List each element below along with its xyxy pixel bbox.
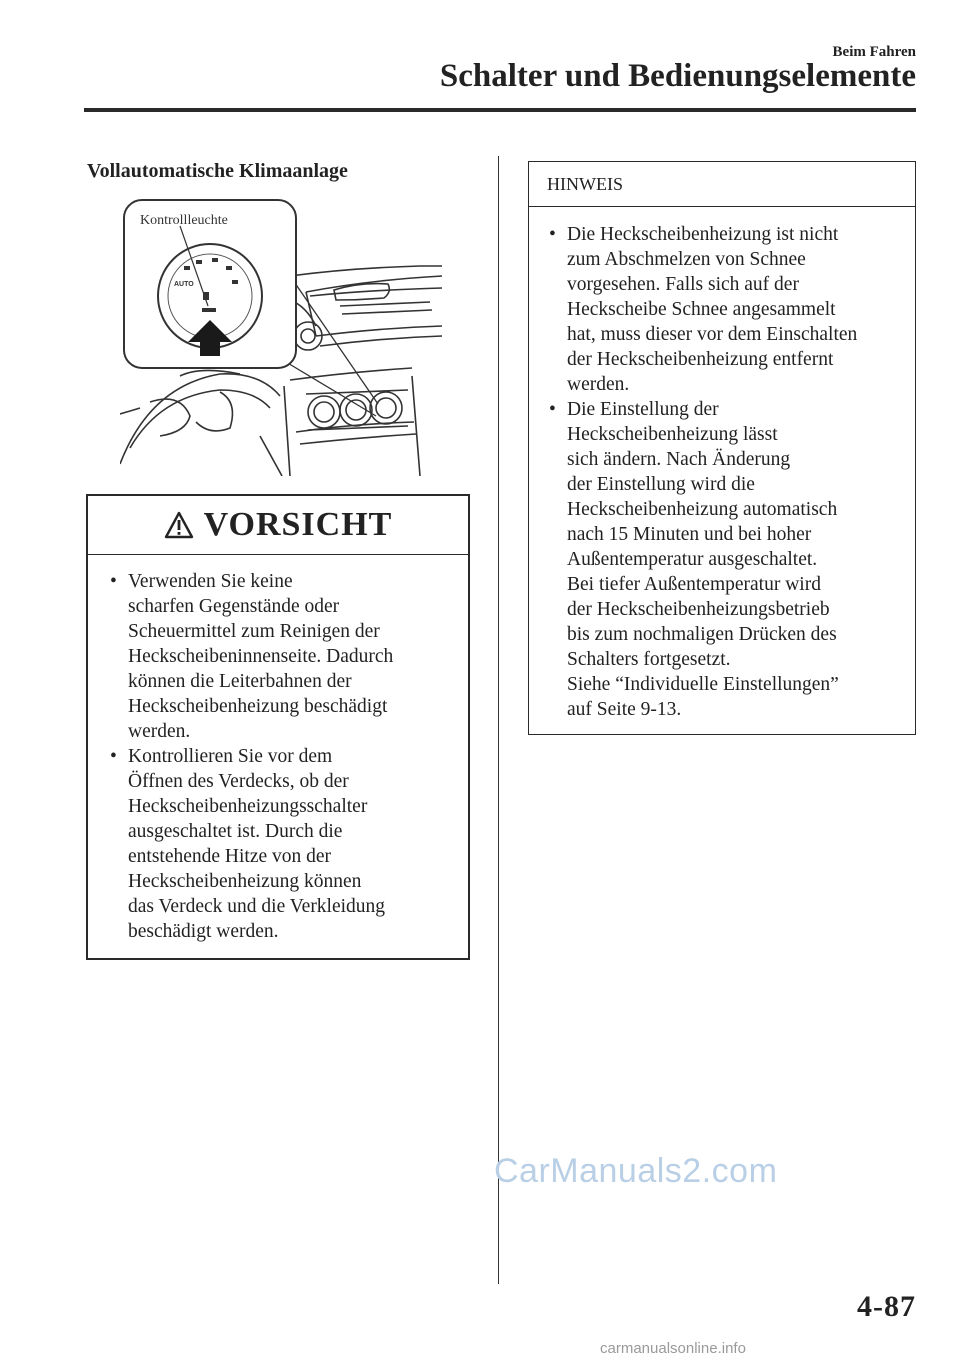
page-number: 4-87 <box>857 1290 916 1323</box>
section-heading: Vollautomatische Klimaanlage <box>87 160 348 182</box>
column-divider <box>498 156 499 1284</box>
footer-watermark: carmanualsonline.info <box>600 1340 746 1357</box>
header-section-label: Beim Fahren <box>832 44 916 60</box>
caution-box <box>86 494 470 960</box>
warning-triangle-icon <box>164 511 194 539</box>
callout-label: Kontrollleuchte <box>140 213 228 228</box>
list-item: • Verwenden Sie keine scharfen Gegenstände oder Scheuermittel zum Reinigen der Heckscheibeninnenseite. Dadurch können die Leiterbahnen der Heckscheibenheizung beschädigt werden. <box>110 571 394 742</box>
watermark-logo: CarManuals2.com <box>494 1152 778 1190</box>
list-item: • Kontrollieren Sie vor dem Öffnen des Verdecks, ob der Heckscheibenheizungsschalter ausgeschaltet ist. Durch die entstehende Hitze von der Heckscheibenheizung können das Verdeck und die Verkleidung beschädigt werden. <box>110 746 386 942</box>
list-item: • Die Heckscheibenheizung ist nicht zum Abschmelzen von Schnee vorgesehen. Falls sich auf der Heckscheibe Schnee angesammelt hat, muss dieser vor dem Einschalten der Heckscheibenheizung entfernt werden. <box>549 224 858 395</box>
note-title: HINWEIS <box>529 162 915 207</box>
note-box <box>528 161 916 735</box>
page-title: Schalter und Bedienungselemente <box>439 58 916 94</box>
caution-header <box>88 496 468 555</box>
note-list <box>529 207 915 722</box>
header-rule <box>84 108 916 112</box>
caution-title: VORSICHT <box>203 506 393 543</box>
list-item: • Die Einstellung der Heckscheibenheizung lässt sich ändern. Nach Änderung der Einstellung wird die Heckscheibenheizung automatisch nach 15 Minuten und bei hoher Außentemperatur ausgeschaltet. Bei tiefer Außentemperatur wird der Heckscheibenheizungsbetrieb bis zum nochmaligen Drücken des Schalters fortgesetzt. Siehe “Individuelle Einstellungen” auf Seite 9-13. <box>549 399 839 720</box>
auto-label: AUTO <box>174 281 194 288</box>
caution-list <box>88 555 468 944</box>
climate-control-illustration <box>120 196 442 476</box>
